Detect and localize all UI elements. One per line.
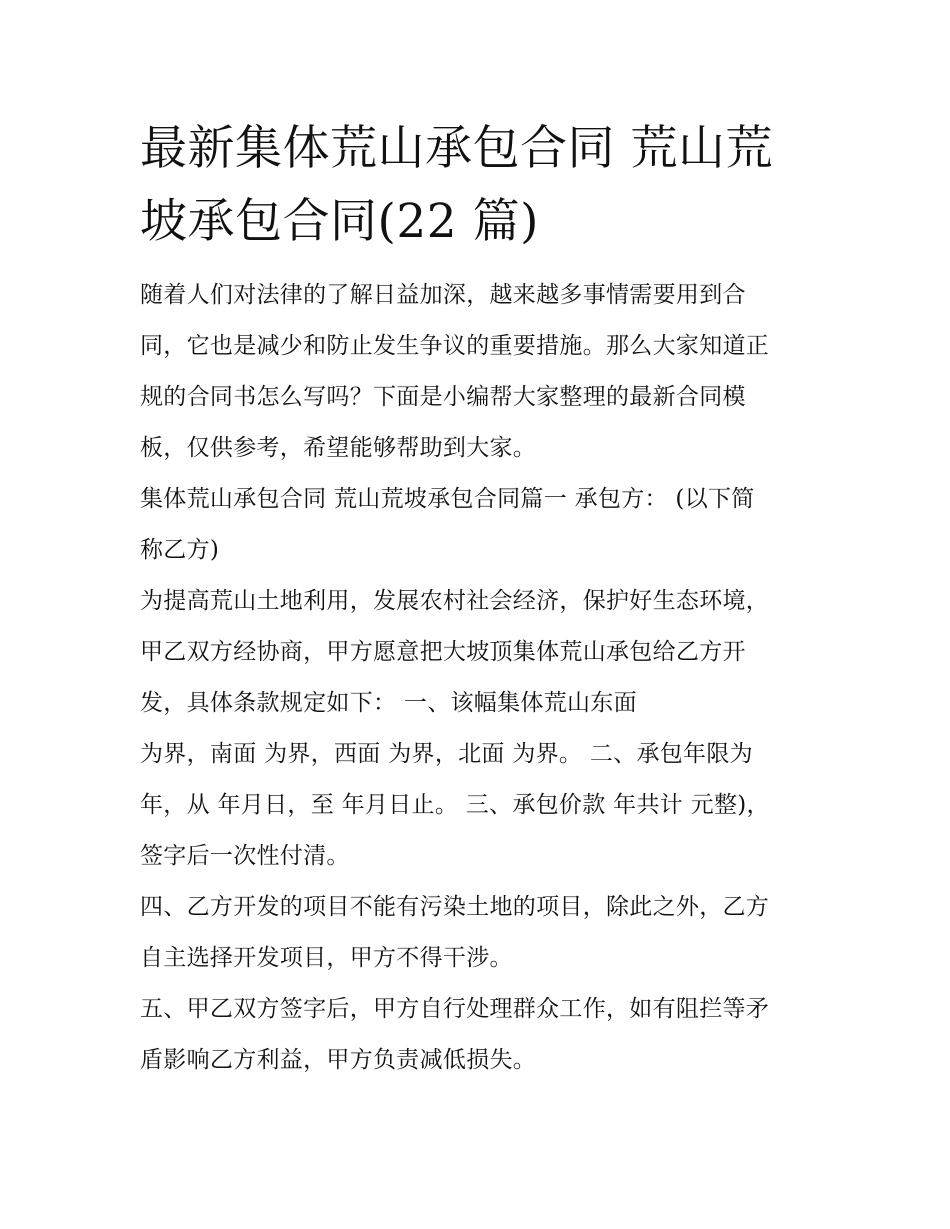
paragraph-contract-header <box>140 474 812 576</box>
title-line-2: 坡承包合同(22 篇) <box>140 194 539 249</box>
text-line: 板，仅供参考，希望能够帮助到大家。 <box>140 435 537 461</box>
document-page <box>140 112 812 1086</box>
text-line: 同，它也是减少和防止发生争议的重要措施。那么大家知道正 <box>140 333 770 359</box>
paragraph-intro <box>140 270 812 474</box>
paragraph-clause-4 <box>140 882 812 984</box>
text-line: 随着人们对法律的了解日益加深，越来越多事情需要用到合 <box>140 282 746 308</box>
text-line: 年，从 年月日，至 年月日止。 三、承包价款 年共计 元整)， <box>140 792 770 818</box>
text-line: 甲乙双方经协商，甲方愿意把大坡顶集体荒山承包给乙方开 <box>140 639 746 665</box>
text-line: 四、乙方开发的项目不能有污染土地的项目，除此之外，乙方 <box>140 894 770 920</box>
document-title <box>140 112 812 258</box>
text-line: 为提高荒山土地利用，发展农村社会经济，保护好生态环境， <box>140 588 770 614</box>
paragraph-terms <box>140 729 812 882</box>
text-line: 五、甲乙双方签字后，甲方自行处理群众工作，如有阻拦等矛 <box>140 996 770 1022</box>
text-line: 规的合同书怎么写吗？下面是小编帮大家整理的最新合同模 <box>140 384 746 410</box>
paragraph-preamble <box>140 576 812 729</box>
text-line: 盾影响乙方利益，甲方负责减低损失。 <box>140 1047 537 1073</box>
text-line: 签字后一次性付清。 <box>140 843 350 869</box>
title-line-1: 最新集体荒山承包合同 荒山荒 <box>140 121 773 176</box>
text-line: 发，具体条款规定如下： 一、该幅集体荒山东面 <box>140 690 637 716</box>
paragraph-clause-5 <box>140 984 812 1086</box>
text-line: 为界，南面 为界，西面 为界，北面 为界。 二、承包年限为 <box>140 741 753 767</box>
text-line: 称乙方) <box>140 537 220 563</box>
text-line: 集体荒山承包合同 荒山荒坡承包合同篇一 承包方： (以下简 <box>140 486 755 512</box>
document-body <box>140 270 812 1086</box>
text-line: 自主选择开发项目，甲方不得干涉。 <box>140 945 513 971</box>
